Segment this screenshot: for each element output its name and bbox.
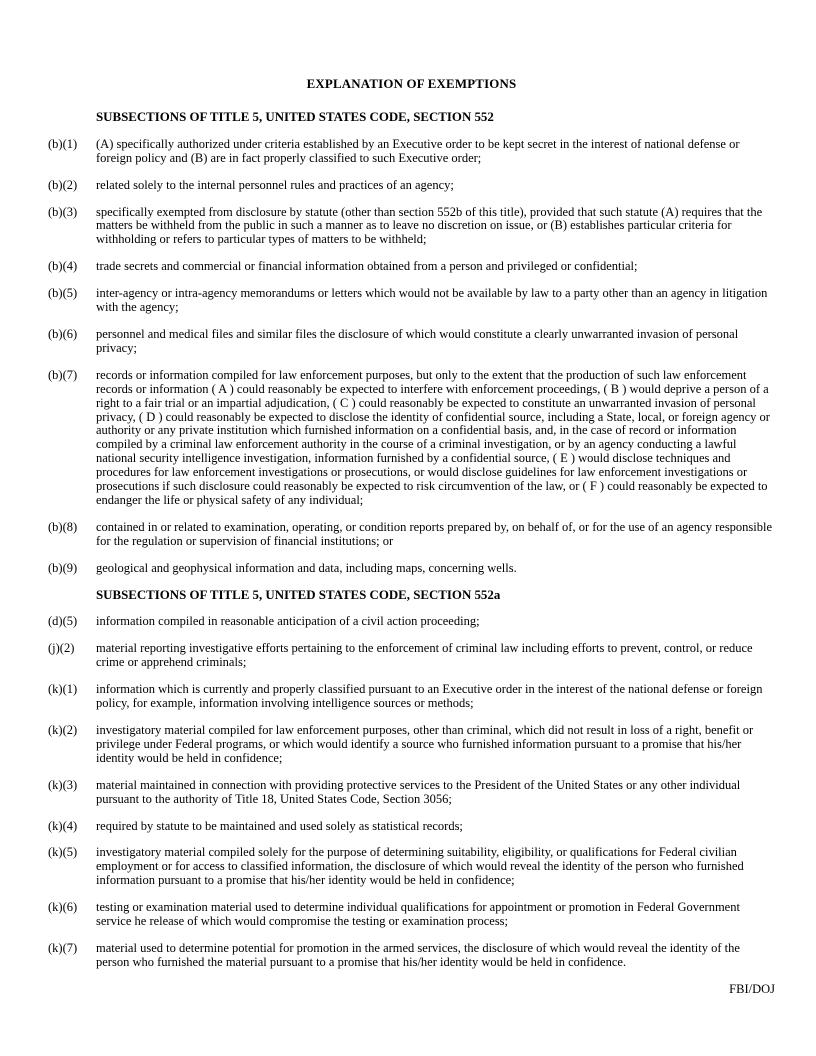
exemption-label: (b)(7) [48, 367, 78, 382]
exemption-text: information which is currently and properly classified pursuant to an Executive order in the interest of the national defense or foreign policy, for example, information involving intelligence sources or methods; [96, 682, 763, 711]
exemption-item-b4 [48, 260, 775, 274]
exemption-label: (d)(5) [48, 614, 78, 629]
exemption-item-j2 [48, 642, 775, 670]
exemption-label: (k)(1) [48, 682, 78, 697]
exemption-label: (b)(5) [48, 286, 78, 301]
document-footer: FBI/DOJ [729, 981, 775, 996]
exemption-item-b8 [48, 521, 775, 549]
exemption-text: material maintained in connection with providing protective services to the President of the United States or any other individual pursuant to the authority of Title 18, United States Code, Section 3056; [96, 777, 741, 806]
exemption-text: inter-agency or intra-agency memorandums or letters which would not be available by law to a party other than an agency in litigation with the agency; [96, 286, 768, 315]
exemption-text: personnel and medical files and similar files the disclosure of which would constitute a clearly unwarranted invasion of personal privacy; [96, 326, 739, 355]
exemption-item-b1 [48, 138, 775, 166]
exemption-item-b7 [48, 369, 775, 508]
exemption-text: material used to determine potential for promotion in the armed services, the disclosure of which would reveal the identity of the person who furnished the material pursuant to a promise that his/her identity would be held in confidence. [96, 940, 740, 969]
exemption-item-k1 [48, 683, 775, 711]
exemption-text: records or information compiled for law enforcement purposes, but only to the extent that the production of such law enforcement records or information ( A ) could reasonably be expected to interfere with enforcement proceedings, ( B ) would deprive a person of a right to a fair trial or an impartial adjudication, ( C ) could reasonably be expected to constitute an unwarranted invasion of personal privacy, ( D ) could reasonably be expected to disclose the identity of confidential source, including a State, local, or foreign agency or authority or any private institution which furnished information on a confidential basis, and, in the case of record or information compiled by a criminal law enforcement authority in the course of a criminal investigation, or by an agency conducting a lawful national security intelligence investigation, information furnished by a confidential source, ( E ) would disclose techniques and procedures for law enforcement investigations or prosecutions, or would disclose guidelines for law enforcement investigations or prosecutions if such disclosure could reasonably be expected to risk circumvention of the law, or ( F ) could reasonably be expected to endanger the life or physical safety of any individual; [96, 367, 770, 507]
exemption-label: (b)(2) [48, 177, 78, 192]
exemption-item-k7 [48, 942, 775, 970]
exemption-item-k3 [48, 779, 775, 807]
exemption-item-k6 [48, 901, 775, 929]
exemption-text: testing or examination material used to determine individual qualifications for appointment or promotion in Federal Government service he release of which would compromise the testing or examination process; [96, 900, 740, 929]
exemption-label: (b)(8) [48, 519, 78, 534]
exemption-label: (k)(3) [48, 777, 78, 792]
exemption-label: (k)(2) [48, 723, 78, 737]
exemption-text: specifically exempted from disclosure by statute (other than section 552b of this title), provided that such statute (A) requires that the matters be withheld from the public in such a manner as to leave no discretion on issue, or (B) establishes particular criteria for withholding or refers to particular types of matters to be withheld; [96, 204, 763, 247]
exemption-text: (A) specifically authorized under criteria established by an Executive order to be kept secret in the interest of national defense or foreign policy and (B) are in fact properly classified to such Executive order; [96, 136, 740, 165]
exemption-label: (b)(4) [48, 259, 78, 274]
exemption-item-k2 [48, 724, 775, 766]
exemption-item-k4 [48, 820, 775, 834]
exemption-item-b2 [48, 179, 775, 193]
section-heading-552a: SUBSECTIONS OF TITLE 5, UNITED STATES CODE, SECTION 552a [96, 587, 501, 602]
exemption-text: information compiled in reasonable anticipation of a civil action proceeding; [96, 614, 480, 629]
exemption-text: related solely to the internal personnel rules and practices of an agency; [96, 177, 454, 192]
exemption-item-k5 [48, 846, 775, 888]
exemption-text: material reporting investigative efforts pertaining to the enforcement of criminal law including efforts to prevent, control, or reduce crime or apprehend criminals; [96, 641, 753, 670]
exemption-item-b6 [48, 328, 775, 356]
exemption-text: contained in or related to examination, operating, or condition reports prepared by, on behalf of, or for the use of an agency responsible for the regulation or supervision of financial institutions; or [96, 519, 773, 548]
document-title: EXPLANATION OF EXEMPTIONS [306, 77, 517, 91]
exemption-item-b5 [48, 287, 775, 315]
exemption-label: (k)(7) [48, 940, 78, 955]
exemption-label: (j)(2) [48, 641, 75, 656]
section-heading-552: SUBSECTIONS OF TITLE 5, UNITED STATES CODE, SECTION 552 [96, 109, 494, 124]
exemption-text: investigatory material compiled for law enforcement purposes, other than criminal, which did not result in loss of a right, benefit or privilege under Federal programs, or which would identify a source who furnished information pursuant to a promise that his/her identity would be held in confidence; [96, 723, 754, 765]
exemption-label: (b)(3) [48, 204, 78, 219]
exemption-label: (k)(5) [48, 845, 78, 860]
exemption-label: (k)(6) [48, 900, 78, 915]
exemption-text: investigatory material compiled solely for the purpose of determining suitability, eligibility, or qualifications for Federal civilian employment or for access to classified information, the disclosure of which would reveal the identity of the person who furnished information pursuant to a promise that his/her identity would be held in confidence; [96, 845, 744, 888]
exemption-text: required by statute to be maintained and used solely as statistical records; [96, 818, 463, 833]
exemption-label: (b)(1) [48, 136, 78, 151]
exemption-label: (k)(4) [48, 818, 78, 833]
exemption-text: geological and geophysical information and data, including maps, concerning wells. [96, 560, 517, 575]
exemption-item-b3 [48, 206, 775, 248]
exemption-label: (b)(9) [48, 560, 78, 575]
exemption-item-d5 [48, 615, 775, 629]
exemption-item-b9 [48, 562, 775, 576]
exemption-text: trade secrets and commercial or financial information obtained from a person and privileged or confidential; [96, 259, 638, 274]
exemption-label: (b)(6) [48, 326, 78, 341]
